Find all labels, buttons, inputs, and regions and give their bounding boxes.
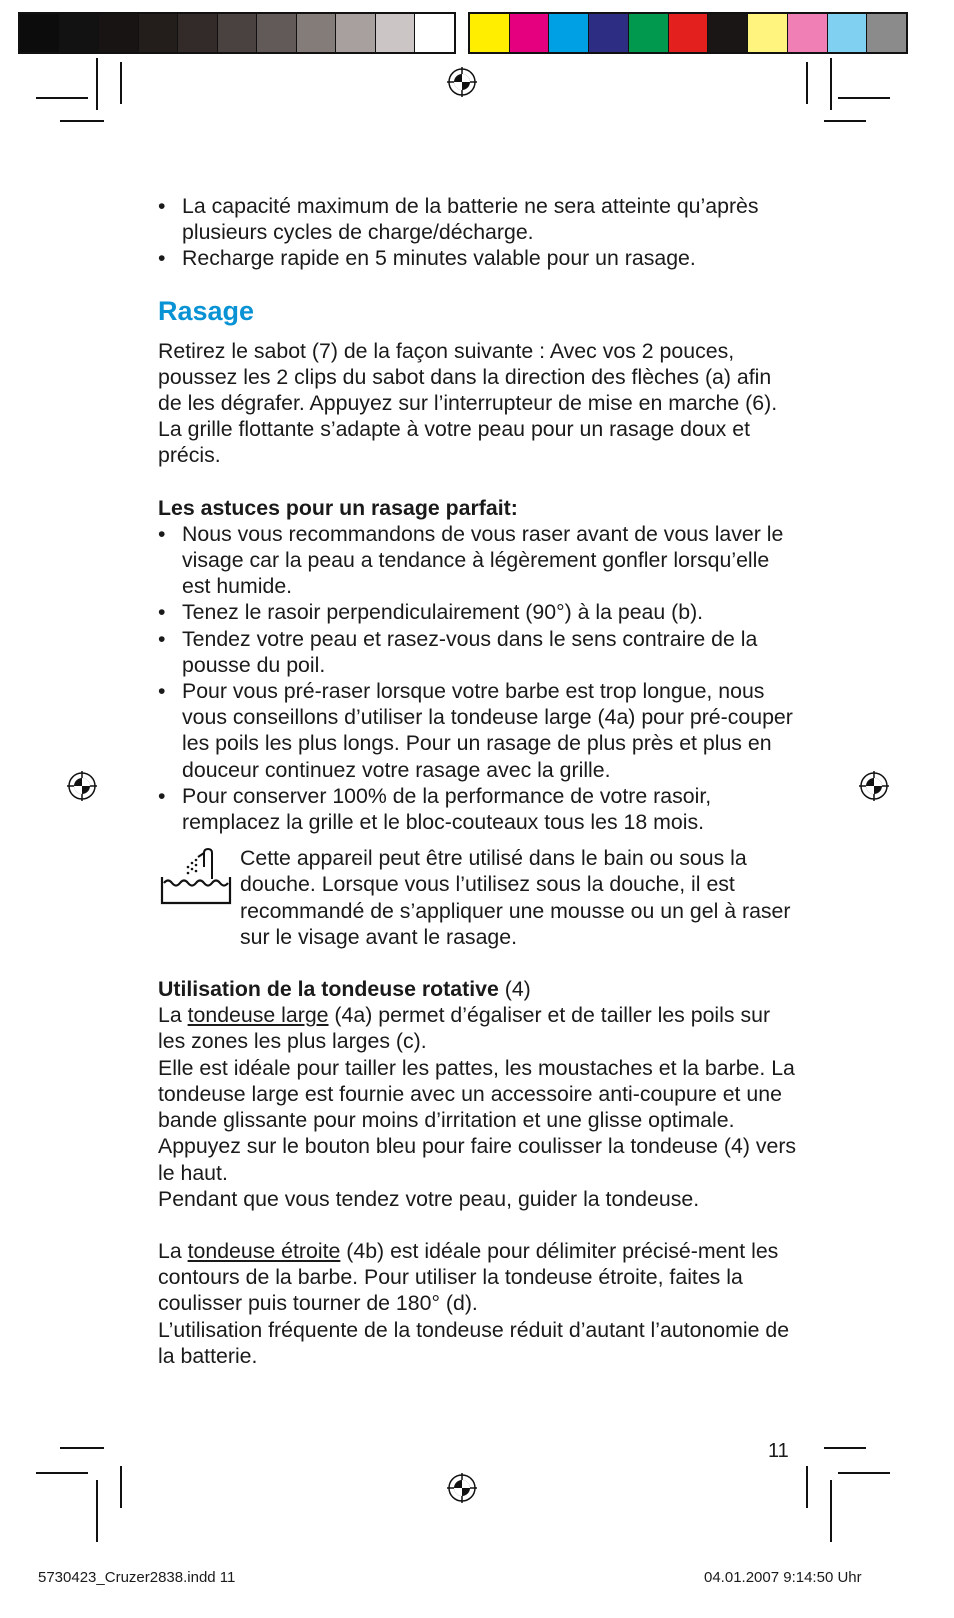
grayscale-swatch bbox=[217, 14, 257, 52]
registration-mark-icon bbox=[858, 770, 890, 802]
page-number: 11 bbox=[768, 1440, 789, 1462]
trimmer-heading-ref: (4) bbox=[498, 977, 531, 1002]
list-item: • Recharge rapide en 5 minutes valable pour un rasage. bbox=[158, 245, 798, 271]
shower-note-block bbox=[158, 845, 798, 950]
process-color-swatch bbox=[470, 14, 509, 52]
trimmer-heading-bold: Utilisation de la tondeuse rotative bbox=[158, 977, 499, 1002]
tips-list bbox=[158, 521, 798, 835]
list-item: • Pour conserver 100% de la performance de votre rasoir, remplacez la grille et le bloc-couteaux tous les 18 mois. bbox=[158, 783, 798, 835]
text-fragment: La bbox=[158, 1003, 188, 1028]
grayscale-swatch bbox=[296, 14, 336, 52]
registration-mark-icon bbox=[446, 66, 478, 98]
process-color-swatch bbox=[747, 14, 787, 52]
wide-trimmer-paragraph-2: Elle est idéale pour tailler les pattes, les moustaches et la barbe. La tondeuse large est fournie avec un accessoire anti-coupure et une bande glissante pour moins d’irritation et une glisse optimale. bbox=[158, 1055, 795, 1133]
narrow-trimmer-term: tondeuse étroite bbox=[187, 1238, 341, 1263]
list-item: • Nous vous recommandons de vous raser avant de vous laver le visage car la peau a tendance à légèrement gonfler lorsqu’elle est humide. bbox=[158, 521, 798, 600]
grayscale-swatch bbox=[138, 14, 178, 52]
grayscale-color-bar bbox=[18, 12, 456, 54]
registration-mark-icon bbox=[446, 1472, 478, 1504]
shower-note: Cette appareil peut être utilisé dans le bain ou sous la douche. Lorsque vous l’utilisez sous la douche, il est recommandé de s’appliquer une mousse ou un gel à raser sur le visage avant le rasage. bbox=[240, 846, 791, 949]
text-fragment: La bbox=[158, 1238, 188, 1263]
grayscale-swatch bbox=[177, 14, 217, 52]
narrow-trimmer-paragraph-2: L’utilisation fréquente de la tondeuse réduit d’autant l’autonomie de la batterie. bbox=[158, 1317, 790, 1368]
process-color-swatch bbox=[588, 14, 628, 52]
grayscale-swatch bbox=[98, 14, 138, 52]
process-color-swatch bbox=[787, 14, 827, 52]
list-item: • Tendez votre peau et rasez-vous dans le sens contraire de la pousse du poil. bbox=[158, 626, 798, 678]
section-title: Rasage bbox=[158, 295, 255, 326]
process-color-swatch bbox=[628, 14, 668, 52]
footer-filename: 5730423_Cruzer2838.indd 11 bbox=[38, 1569, 236, 1586]
process-color-swatch bbox=[866, 14, 906, 52]
process-color-swatch bbox=[548, 14, 588, 52]
process-color-swatch bbox=[707, 14, 747, 52]
process-color-bar bbox=[468, 12, 908, 54]
list-item: • Pour vous pré-raser lorsque votre barbe est trop longue, nous vous conseillons d’utiliser la tondeuse large (4a) pour pré-couper les poils les plus longs. Pour un rasage de plus près et plus en douceur continuez votre rasage avec la grille. bbox=[158, 678, 798, 783]
grayscale-swatch bbox=[375, 14, 415, 52]
process-color-swatch bbox=[827, 14, 867, 52]
tips-heading: Les astuces pour un rasage parfait: bbox=[158, 495, 518, 520]
grayscale-swatch bbox=[256, 14, 296, 52]
text-fragment: (4b) est idéale pour délimiter précisé-ment les contours de la barbe. Pour utiliser la tondeuse étroite, faites la coulisser puis tourner de 180° (d). bbox=[158, 1238, 779, 1316]
trimmer-heading bbox=[158, 976, 798, 1002]
grayscale-swatch bbox=[414, 14, 454, 52]
shower-bath-icon bbox=[158, 845, 234, 913]
registration-mark-icon bbox=[66, 770, 98, 802]
narrow-trimmer-paragraph bbox=[158, 1238, 798, 1317]
footer-timestamp: 04.01.2007 9:14:50 Uhr bbox=[704, 1569, 862, 1586]
intro-paragraph: Retirez le sabot (7) de la façon suivante : Avec vos 2 pouces, poussez les 2 clips du sabot dans la direction des flèches (a) afin de les dégrafer. Appuyez sur l’interrupteur de mise en marche (6). La grille flottante s’adapte à votre peau pour un rasage doux et précis. bbox=[158, 338, 778, 468]
process-color-swatch bbox=[668, 14, 708, 52]
wide-trimmer-paragraph-3: Appuyez sur le bouton bleu pour faire coulisser la tondeuse (4) vers le haut. bbox=[158, 1134, 797, 1185]
wide-trimmer-paragraph-4: Pendant que vous tendez votre peau, guider la tondeuse. bbox=[158, 1186, 700, 1211]
wide-trimmer-term: tondeuse large bbox=[187, 1003, 329, 1028]
text-fragment: (4a) permet d’égaliser et de tailler les poils sur les zones les plus larges (c). bbox=[158, 1003, 771, 1054]
page-content bbox=[158, 193, 798, 1369]
list-item: • La capacité maximum de la batterie ne sera atteinte qu’après plusieurs cycles de charge/décharge. bbox=[158, 193, 798, 245]
intro-bullet-list bbox=[158, 193, 798, 272]
process-color-swatch bbox=[509, 14, 549, 52]
grayscale-swatch bbox=[20, 14, 59, 52]
list-item: • Tenez le rasoir perpendiculairement (90°) à la peau (b). bbox=[158, 599, 798, 625]
wide-trimmer-paragraph bbox=[158, 1002, 798, 1054]
grayscale-swatch bbox=[335, 14, 375, 52]
grayscale-swatch bbox=[59, 14, 99, 52]
